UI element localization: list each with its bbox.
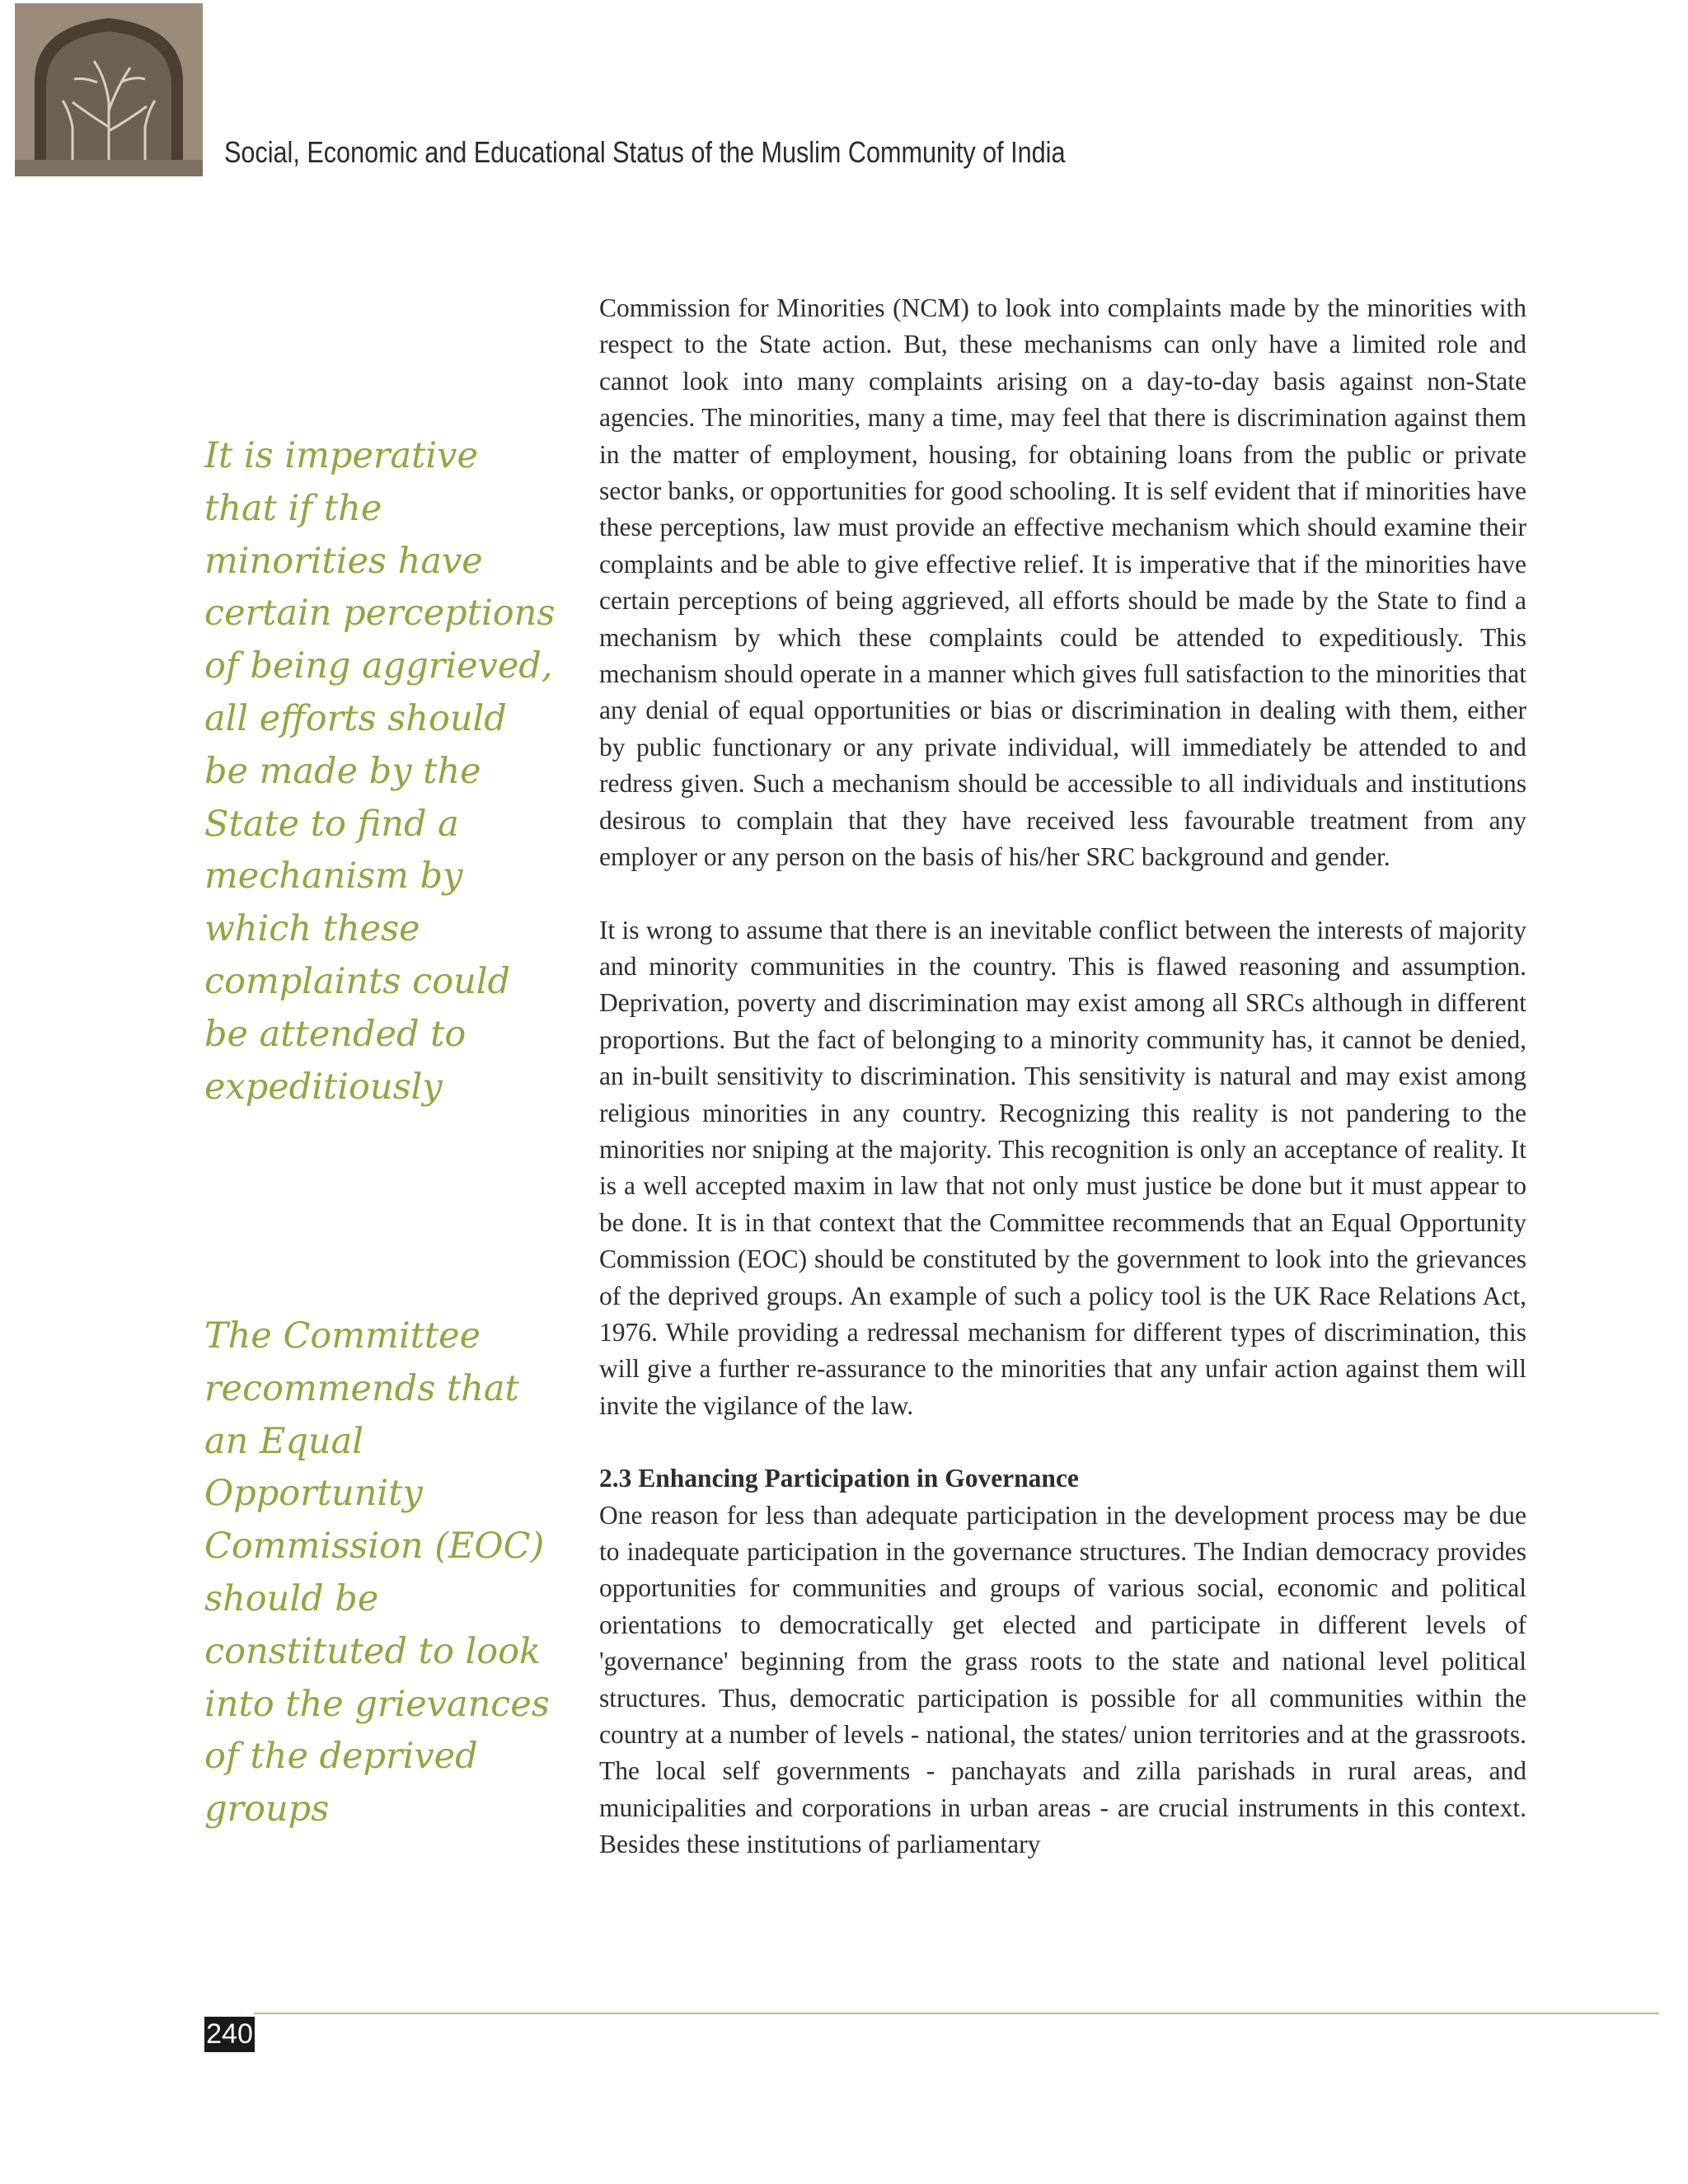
pullquote-text: The Committee recommends that an Equal Opportunity Commission (EOC) should be constituted to look into the grievances of the deprived groups: [204, 1315, 550, 1830]
main-body-text: [599, 290, 1526, 1863]
paragraph-governance: One reason for less than adequate participation in the development process may be due to inadequate participation in the governance structures. The Indian democracy provides opportunities for communities and groups of various social, economic and political orientations to democratically get elected and participate in different levels of 'governance' beginning from the grass roots to the state and national level political structures. Thus, democratic participation is possible for all communities within the country at a number of levels - national, the states/ union territories and at the grassroots. The local self governments - panchayats and zilla parishads in rural areas, and municipalities and corporations in urban areas - are crucial instruments in this context. Besides these institutions of parliamentary: [599, 1500, 1526, 1859]
paragraph-ncm-mechanism: Commission for Minorities (NCM) to look into complaints made by the minorities with respect to the State action. But, these mechanisms can only have a limited role and cannot look into many complaints arising on a day-to-day basis against non-State agencies. The minorities, many a time, may feel that there is discrimination against them in the matter of employment, housing, for obtaining loans from the public or private sector banks, or opportunities for good schooling. It is self evident that if minorities have these perceptions, law must provide an effective mechanism which should examine their complaints and be able to give effective relief. It is imperative that if the minorities have certain perceptions of being aggrieved, all efforts should be made by the State to find a mechanism by which these complaints could be attended to expeditiously. This mechanism should operate in a manner which gives full satisfaction to the minorities that any denial of equal opportunities or bias or discrimination in dealing with them, either by public functionary or any private individual, will immediately be attended to and redress given. Such a mechanism should be accessible to all individuals and institutions desirous to complain that they have received less favourable treatment from any employer or any person on the basis of his/her SRC background and gender.: [599, 293, 1526, 872]
footer-divider: [254, 2013, 1659, 2014]
header-arch-image: [15, 3, 203, 176]
pullquote-imperative: [204, 430, 559, 1113]
section-heading: 2.3 Enhancing Participation in Governance: [599, 1464, 1079, 1493]
pullquote-eoc-recommendation: [204, 1310, 559, 1836]
pullquote-text: It is imperative that if the minorities have certain perceptions of being aggrieved, all efforts should be made by the State to find a mechanism by which these complaints could be attended to expeditiously: [204, 435, 556, 1108]
running-header-title: Social, Economic and Educational Status of the Muslim Community of India: [224, 135, 1066, 169]
jali-window-illustration: [15, 3, 203, 176]
page-number: 240: [204, 2017, 255, 2052]
paragraph-equal-opportunity: It is wrong to assume that there is an inevitable conflict between the interests of majority and minority communities in the country. This is flawed reasoning and assumption. Deprivation, poverty and discrimination may exist among all SRCs although in different proportions. But the fact of belonging to a minority community has, it cannot be denied, an in-built sensitivity to discrimination. This sensitivity is natural and may exist among religious minorities in any country. Recognizing this reality is not pandering to the minorities nor sniping at the majority. This recognition is only an acceptance of reality. It is a well accepted maxim in law that not only must justice be done but it must appear to be done. It is in that context that the Committee recommends that an Equal Opportunity Commission (EOC) should be constituted by the government to look into the grievances of the deprived groups. An example of such a policy tool is the UK Race Relations Act, 1976. While providing a redressal mechanism for different types of discrimination, this will give a further re-assurance to the minorities that any unfair action against them will invite the vigilance of the law.: [599, 915, 1526, 1420]
